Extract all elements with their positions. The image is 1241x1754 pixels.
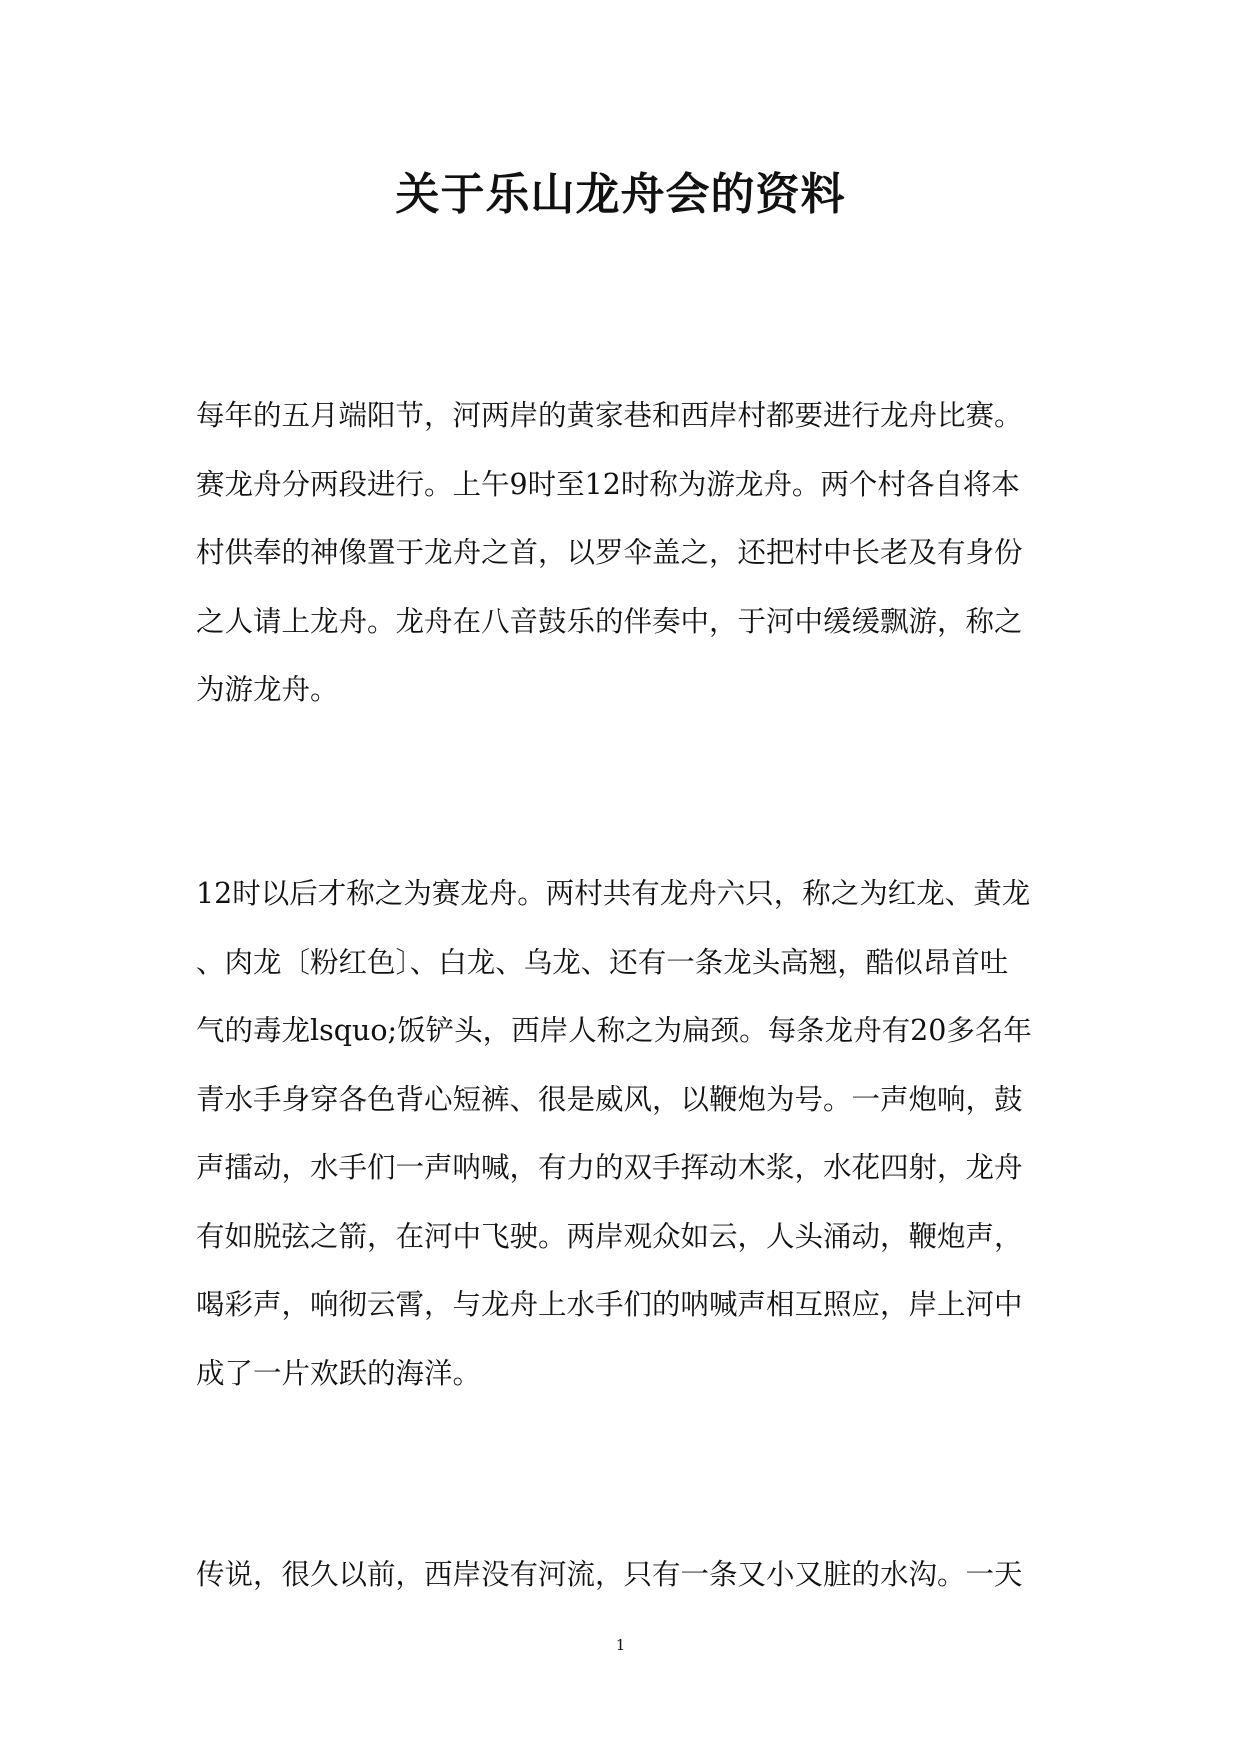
paragraph-line: 传说，很久以前，西岸没有河流，只有一条又小又脏的水沟。一天: [196, 1558, 1023, 1591]
paragraph-1: [196, 382, 1046, 725]
paragraph-3: [196, 1541, 1046, 1610]
paragraph-line: 赛龙舟分两段进行。上午9时至12时称为游龙舟。两个村各自将本: [196, 467, 1020, 501]
paragraph-line: 12时以后才称之为赛龙舟。两村共有龙舟六只，称之为红龙、黄龙: [196, 877, 1031, 910]
paragraph-line: 声擂动，水手们一声呐喊，有力的双手挥动木浆，水花四射，龙舟: [196, 1151, 1023, 1184]
paragraph-line: 青水手身穿各色背心短裤、很是威风，以鞭炮为号。一声炮响，鼓: [196, 1082, 1023, 1116]
paragraph-line: 成了一片欢跃的海洋。: [196, 1356, 482, 1390]
paragraph-line: 气的毒龙lsquo;饭铲头，西岸人称之为扁颈。每条龙舟有20多名年: [196, 1014, 1032, 1047]
document-title: 关于乐山龙舟会的资料: [395, 169, 846, 220]
paragraph-line: 为游龙舟。: [196, 673, 339, 706]
paragraph-line: 村供奉的神像置于龙舟之首，以罗伞盖之，还把村中长老及有身份: [196, 536, 1023, 569]
paragraph-line: 有如脱弦之箭，在河中飞驶。两岸观众如云，人头涌动，鞭炮声，: [196, 1219, 1023, 1253]
paragraph-line: 、肉龙〔粉红色〕、白龙、乌龙、还有一条龙头高翘，酷似昂首吐: [196, 945, 1009, 979]
paragraph-line: 之人请上龙舟。龙舟在八音鼓乐的伴奏中，于河中缓缓飘游，称之: [196, 604, 1023, 638]
page-number: 1: [615, 1636, 626, 1654]
paragraph-line: 每年的五月端阳节，河两岸的黄家巷和西岸村都要进行龙舟比赛。: [196, 399, 1023, 432]
paragraph-2: [196, 860, 1046, 1408]
paragraph-line: 喝彩声，响彻云霄，与龙舟上水手们的呐喊声相互照应，岸上河中: [196, 1288, 1023, 1321]
